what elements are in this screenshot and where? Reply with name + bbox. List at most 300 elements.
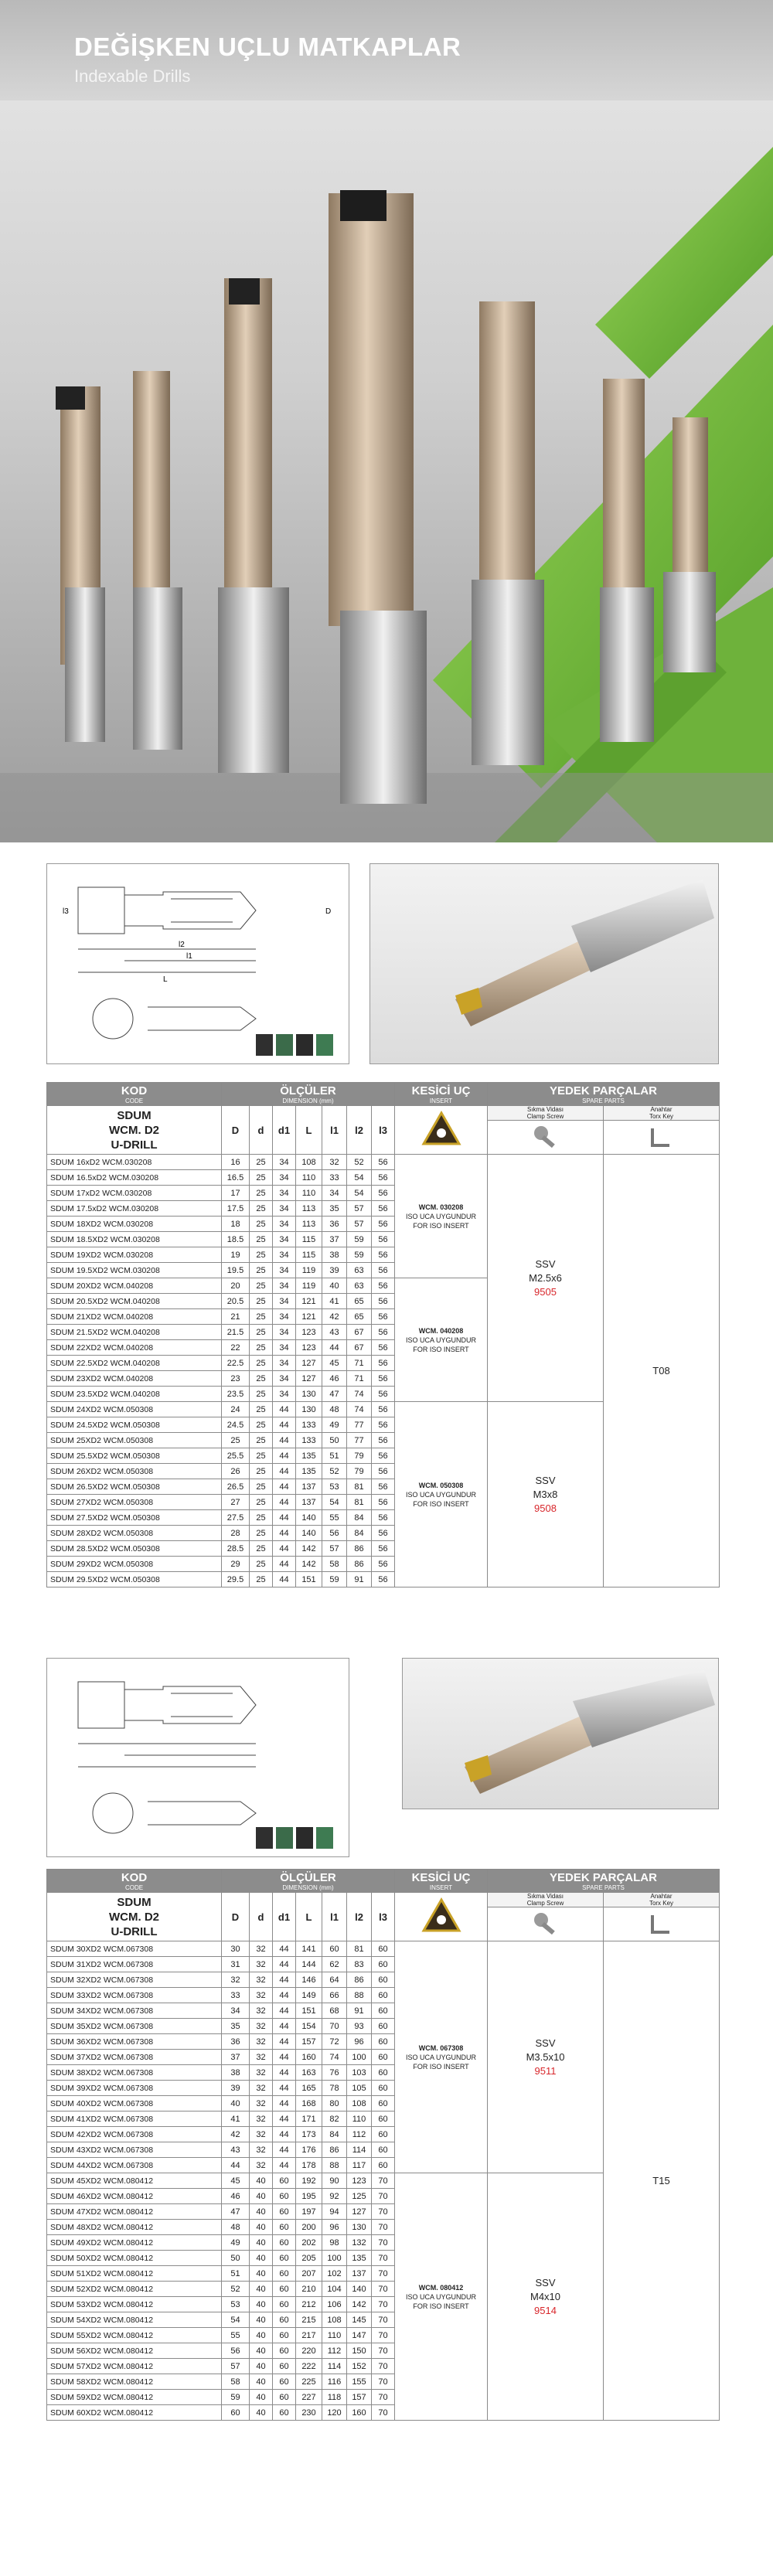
drill-image-2 [133,371,182,750]
product-code: SDUM 49XD2 WCM.080412 [47,2235,222,2251]
dimension-value: 140 [296,1510,322,1526]
dimension-value: 24 [222,1402,250,1417]
dimension-value: 66 [322,1988,347,2003]
dimension-value: 60 [273,2374,296,2390]
dimension-value: 192 [296,2173,322,2189]
dimension-value: 86 [322,2142,347,2158]
dimension-value: 195 [296,2189,322,2204]
dimension-value: 117 [347,2158,372,2173]
dimension-value: 142 [296,1541,322,1557]
dimension-value: 70 [372,2374,395,2390]
dimension-value: 77 [347,1417,372,1433]
dimension-value: 115 [296,1247,322,1263]
dimension-value: 63 [347,1263,372,1278]
dimension-value: 30 [222,1941,250,1957]
drill-photo [370,864,718,1063]
col-l1: l1 [322,1106,347,1155]
dimension-value: 40 [250,2328,273,2343]
dimension-value: 25 [250,1356,273,1371]
dimension-value: 44 [273,2034,296,2050]
dimension-value: 44 [273,1572,296,1587]
drill-photo [403,1659,718,1809]
dimension-value: 151 [296,1572,322,1587]
dimension-value: 22.5 [222,1356,250,1371]
dimension-value: 25 [250,1402,273,1417]
dimension-value: 157 [296,2034,322,2050]
product-code: SDUM 21.5XD2 WCM.040208 [47,1325,222,1340]
dimension-value: 60 [273,2173,296,2189]
dimension-value: 56 [372,1309,395,1325]
dimension-value: 91 [347,1572,372,1587]
dimension-value: 25 [250,1572,273,1587]
dimension-value: 90 [322,2173,347,2189]
dimension-value: 44 [273,1941,296,1957]
dimension-value: 44 [222,2158,250,2173]
dimension-value: 25 [250,1263,273,1278]
dimension-value: 32 [222,1972,250,1988]
dimension-value: 56 [372,1510,395,1526]
screw-part-code: 9514 [534,2304,557,2316]
product-code: SDUM 18.5XD2 WCM.030208 [47,1232,222,1247]
dimension-value: 29 [222,1557,250,1572]
clamp-screw-header: Sıkma Vidası Clamp Screw [488,1106,604,1121]
dimension-value: 106 [322,2297,347,2312]
header-code: KOD CODE [47,1083,222,1106]
dimension-value: 24.5 [222,1417,250,1433]
dimension-value: 32 [250,2003,273,2019]
dimension-value: 44 [273,2065,296,2081]
dimension-value: 40 [250,2405,273,2421]
insert-spec: WCM. 040208 ISO UCA UYGUNDUR FOR ISO INSERT [395,1278,488,1402]
dimension-value: 38 [322,1247,347,1263]
table-2-body [47,1941,720,2421]
dimension-value: 65 [347,1309,372,1325]
dimension-value: 56 [372,1557,395,1572]
dimension-value: 58 [322,1557,347,1572]
product-code: SDUM 36XD2 WCM.067308 [47,2034,222,2050]
dimension-value: 200 [296,2220,322,2235]
dimension-value: 35 [222,2019,250,2034]
dimension-value: 113 [296,1201,322,1217]
col-D: D [222,1893,250,1941]
dimension-value: 34 [273,1387,296,1402]
dimension-value: 70 [372,2173,395,2189]
dimension-value: 60 [372,2158,395,2173]
dimension-value: 212 [296,2297,322,2312]
insert-spec: WCM. 050308 ISO UCA UYGUNDUR FOR ISO INSERT [395,1402,488,1587]
dimension-value: 44 [273,2158,296,2173]
product-code: SDUM 26XD2 WCM.050308 [47,1464,222,1479]
dimension-value: 34 [322,1186,347,1201]
dimension-value: 84 [322,2127,347,2142]
dimension-value: 86 [347,1541,372,1557]
dimension-value: 18.5 [222,1232,250,1247]
dimension-value: 70 [372,2251,395,2266]
dimension-value: 60 [322,1941,347,1957]
dimension-value: 60 [372,2065,395,2081]
dimension-value: 142 [296,1557,322,1572]
dimension-value: 60 [372,2003,395,2019]
header-spare-parts: YEDEK PARÇALAR SPARE PARTS [488,1870,720,1893]
dimension-value: 17 [222,1186,250,1201]
dimension-value: 130 [296,1387,322,1402]
dimension-value: 54 [222,2312,250,2328]
dimension-value: 59 [222,2390,250,2405]
dimension-value: 56 [372,1448,395,1464]
dimension-value: 56 [372,1186,395,1201]
dimension-value: 32 [250,2096,273,2112]
dimension-value: 168 [296,2096,322,2112]
dimension-value: 57 [347,1217,372,1232]
dimension-value: 60 [273,2251,296,2266]
dimension-value: 25 [250,1387,273,1402]
dimension-value: 230 [296,2405,322,2421]
dimension-value: 93 [347,2019,372,2034]
technical-drawing-1 [46,863,349,1064]
product-name: SDUM WCM. D2 U-DRILL [47,1893,222,1941]
product-code: SDUM 23.5XD2 WCM.040208 [47,1387,222,1402]
product-code: SDUM 23XD2 WCM.040208 [47,1371,222,1387]
dimension-value: 44 [273,1510,296,1526]
dimension-value: 25 [250,1479,273,1495]
dimension-value: 34 [273,1278,296,1294]
dimension-value: 27 [222,1495,250,1510]
dimension-value: 44 [273,1479,296,1495]
dimension-value: 70 [372,2235,395,2251]
dimension-value: 205 [296,2251,322,2266]
dimension-value: 100 [347,2050,372,2065]
dimension-value: 58 [222,2374,250,2390]
dimension-value: 116 [322,2374,347,2390]
dimension-value: 70 [372,2297,395,2312]
product-code: SDUM 32XD2 WCM.067308 [47,1972,222,1988]
product-code: SDUM 38XD2 WCM.067308 [47,2065,222,2081]
dimension-value: 119 [296,1278,322,1294]
product-code: SDUM 16xD2 WCM.030208 [47,1155,222,1170]
dimension-value: 34 [273,1186,296,1201]
dimension-value: 60 [273,2312,296,2328]
dimension-value: 19 [222,1247,250,1263]
product-code: SDUM 20.5XD2 WCM.040208 [47,1294,222,1309]
dimension-value: 32 [250,1957,273,1972]
dimension-value: 25 [250,1278,273,1294]
dimension-value: 60 [222,2405,250,2421]
product-code: SDUM 29XD2 WCM.050308 [47,1557,222,1572]
col-L: L [296,1106,322,1155]
dimension-value: 32 [250,2142,273,2158]
dimension-value: 82 [322,2112,347,2127]
dimension-value: 56 [372,1278,395,1294]
dimension-value: 84 [347,1526,372,1541]
dimension-value: 96 [322,2220,347,2235]
dimension-value: 47 [222,2204,250,2220]
screw-part-code: 9505 [534,1285,557,1298]
dimension-value: 26.5 [222,1479,250,1495]
dimension-value: 27.5 [222,1510,250,1526]
dimension-value: 76 [322,2065,347,2081]
dimension-value: 132 [347,2235,372,2251]
clamp-screw-spec: SSV M3.5x10 9511 [488,1941,604,2173]
product-photo-2 [402,1658,719,1809]
product-code: SDUM 53XD2 WCM.080412 [47,2297,222,2312]
header-spare-parts: YEDEK PARÇALAR SPARE PARTS [488,1083,720,1106]
dimension-value: 104 [322,2282,347,2297]
dimension-value: 56 [372,1201,395,1217]
dimension-value: 34 [273,1247,296,1263]
dimension-value: 150 [347,2343,372,2359]
dimension-value: 86 [347,1557,372,1572]
drill-image-5 [472,301,544,765]
dimension-value: 25 [250,1294,273,1309]
dimension-value: 141 [296,1941,322,1957]
dimension-value: 44 [273,1495,296,1510]
dimension-value: 56 [372,1155,395,1170]
product-code: SDUM 39XD2 WCM.067308 [47,2081,222,2096]
dimension-value: 56 [372,1232,395,1247]
dimension-value: 125 [347,2189,372,2204]
dimension-value: 28 [222,1526,250,1541]
dimension-value: 155 [347,2374,372,2390]
dimension-value: 92 [322,2189,347,2204]
insert-icon [421,1897,462,1935]
product-code: SDUM 24XD2 WCM.050308 [47,1402,222,1417]
dimension-value: 40 [250,2297,273,2312]
dimension-value: 56 [372,1495,395,1510]
dimension-value: 55 [222,2328,250,2343]
dimension-value: 20 [222,1278,250,1294]
dimension-value: 54 [322,1495,347,1510]
dimension-value: 83 [347,1957,372,1972]
dimension-value: 25 [250,1232,273,1247]
dimension-value: 52 [322,1464,347,1479]
dimension-value: 38 [222,2065,250,2081]
dimension-value: 60 [372,1957,395,1972]
dimension-value: 34 [273,1309,296,1325]
dimension-value: 197 [296,2204,322,2220]
product-code: SDUM 28.5XD2 WCM.050308 [47,1541,222,1557]
dimension-value: 137 [347,2266,372,2282]
dimension-value: 160 [347,2405,372,2421]
product-code: SDUM 48XD2 WCM.080412 [47,2220,222,2235]
dimension-value: 44 [273,2112,296,2127]
dimension-value: 113 [296,1217,322,1232]
dimension-value: 70 [372,2204,395,2220]
dimension-value: 32 [250,2127,273,2142]
dimension-value: 94 [322,2204,347,2220]
dimension-value: 54 [347,1186,372,1201]
green-stripe [595,147,773,379]
dimension-value: 16 [222,1155,250,1170]
key-icon-cell [604,1907,720,1941]
dimension-value: 40 [250,2390,273,2405]
drill-image-3 [218,278,289,773]
dimension-value: 44 [273,1988,296,2003]
dimension-value: 123 [296,1325,322,1340]
dimension-value: 100 [322,2251,347,2266]
dimension-value: 70 [372,2328,395,2343]
table-row [47,1941,720,1957]
dimension-value: 120 [322,2405,347,2421]
product-code: SDUM 22.5XD2 WCM.040208 [47,1356,222,1371]
col-l3: l3 [372,1106,395,1155]
spec-table-1 [46,1082,720,1587]
col-l2: l2 [347,1893,372,1941]
screw-icon-cell [488,1121,604,1155]
product-code: SDUM 52XD2 WCM.080412 [47,2282,222,2297]
dimension-value: 44 [273,2019,296,2034]
product-code: SDUM 50XD2 WCM.080412 [47,2251,222,2266]
dimension-value: 149 [296,1988,322,2003]
dimension-value: 44 [273,1433,296,1448]
dimension-value: 23.5 [222,1387,250,1402]
dimension-value: 98 [322,2235,347,2251]
dimension-value: 70 [322,2019,347,2034]
dimension-value: 59 [347,1247,372,1263]
dimension-value: 40 [250,2266,273,2282]
dimension-value: 34 [273,1232,296,1247]
dimension-value: 28.5 [222,1541,250,1557]
header-insert: KESİCİ UÇ INSERT [395,1870,488,1893]
dimension-value: 56 [372,1340,395,1356]
product-code: SDUM 58XD2 WCM.080412 [47,2374,222,2390]
dimension-value: 110 [296,1170,322,1186]
dimension-value: 35 [322,1201,347,1217]
dimension-value: 44 [273,2003,296,2019]
dimension-value: 16.5 [222,1170,250,1186]
product-code: SDUM 16.5xD2 WCM.030208 [47,1170,222,1186]
dimension-value: 207 [296,2266,322,2282]
screw-part-code: 9508 [534,1502,557,1514]
dimension-value: 56 [372,1433,395,1448]
dimension-value: 133 [296,1433,322,1448]
dimension-value: 60 [273,2297,296,2312]
dimension-value: 40 [250,2282,273,2297]
dimension-value: 110 [347,2112,372,2127]
col-d1: d1 [273,1106,296,1155]
dimension-value: 25 [250,1464,273,1479]
dimension-value: 41 [222,2112,250,2127]
dimension-value: 160 [296,2050,322,2065]
col-l3: l3 [372,1893,395,1941]
dimension-value: 108 [296,1155,322,1170]
dimension-value: 227 [296,2390,322,2405]
screw-part-code: 9511 [534,2064,557,2077]
dimension-value: 115 [296,1232,322,1247]
header-dimensions: ÖLÇÜLER DIMENSION (mm) [222,1870,395,1893]
dimension-value: 44 [273,2096,296,2112]
torx-key-icon [646,1122,677,1150]
dimension-value: 78 [322,2081,347,2096]
insert-spec: WCM. 067308 ISO UCA UYGUNDUR FOR ISO INSERT [395,1941,488,2173]
dimension-value: 48 [322,1402,347,1417]
dimension-value: 163 [296,2065,322,2081]
dimension-value: 70 [372,2405,395,2421]
dimension-value: 40 [250,2359,273,2374]
product-code: SDUM 31XD2 WCM.067308 [47,1957,222,1972]
dimension-value: 60 [273,2405,296,2421]
dimension-value: 60 [273,2189,296,2204]
dimension-value: 123 [296,1340,322,1356]
product-code: SDUM 56XD2 WCM.080412 [47,2343,222,2359]
dimension-value: 56 [222,2343,250,2359]
dimension-value: 222 [296,2359,322,2374]
dimension-value: 154 [296,2019,322,2034]
dimension-value: 88 [322,2158,347,2173]
dimension-value: 34 [273,1201,296,1217]
dimension-value: 25 [250,1340,273,1356]
dimension-value: 137 [296,1495,322,1510]
dimension-value: 43 [322,1325,347,1340]
page-title: DEĞİŞKEN UÇLU MATKAPLAR [74,32,461,61]
dimension-value: 127 [296,1371,322,1387]
product-code: SDUM 35XD2 WCM.067308 [47,2019,222,2034]
dimension-value: 25 [250,1541,273,1557]
dimension-value: 173 [296,2127,322,2142]
dimension-value: 81 [347,1941,372,1957]
dimension-value: 152 [347,2359,372,2374]
dimension-value: 81 [347,1495,372,1510]
dimension-value: 25 [250,1170,273,1186]
dimension-value: 80 [322,2096,347,2112]
dimension-value: 68 [322,2003,347,2019]
dimension-value: 25 [250,1417,273,1433]
dimension-value: 53 [222,2297,250,2312]
product-photo-1 [369,863,719,1064]
screw-icon [530,1122,561,1150]
dimension-value: 25 [250,1325,273,1340]
dimension-value: 56 [322,1526,347,1541]
dimension-value: 59 [322,1572,347,1587]
dimension-value: 70 [372,2343,395,2359]
dimension-value: 43 [222,2142,250,2158]
product-code: SDUM 45XD2 WCM.080412 [47,2173,222,2189]
dimension-value: 60 [372,2034,395,2050]
insert-spec: WCM. 080412 ISO UCA UYGUNDUR FOR ISO INSERT [395,2173,488,2421]
dimension-value: 26 [222,1464,250,1479]
dimension-value: 40 [250,2251,273,2266]
col-d1: d1 [273,1893,296,1941]
product-code: SDUM 47XD2 WCM.080412 [47,2204,222,2220]
insert-icon [421,1110,462,1148]
drill-image-4 [329,190,427,804]
product-code: SDUM 20XD2 WCM.040208 [47,1278,222,1294]
dimension-value: 105 [347,2081,372,2096]
dimension-value: 57 [222,2359,250,2374]
dimension-value: 71 [347,1371,372,1387]
dimension-value: 60 [372,2096,395,2112]
col-D: D [222,1106,250,1155]
product-code: SDUM 54XD2 WCM.080412 [47,2312,222,2328]
table-1-body [47,1155,720,1587]
dimension-value: 25 [250,1510,273,1526]
clamp-screw-header: Sıkma Vidası Clamp Screw [488,1893,604,1907]
dimension-value: 18 [222,1217,250,1232]
dimension-value: 130 [347,2220,372,2235]
dimension-value: 40 [250,2343,273,2359]
product-code: SDUM 55XD2 WCM.080412 [47,2328,222,2343]
dimension-value: 135 [296,1448,322,1464]
dimension-value: 60 [273,2328,296,2343]
dimension-value: 25 [250,1247,273,1263]
dimension-value: 176 [296,2142,322,2158]
dimension-value: 62 [322,1957,347,1972]
dimension-value: 210 [296,2282,322,2297]
dimension-value: 65 [347,1294,372,1309]
dimension-value: 135 [347,2251,372,2266]
dimension-value: 81 [347,1479,372,1495]
dimension-value: 56 [372,1356,395,1371]
dimension-value: 48 [222,2220,250,2235]
